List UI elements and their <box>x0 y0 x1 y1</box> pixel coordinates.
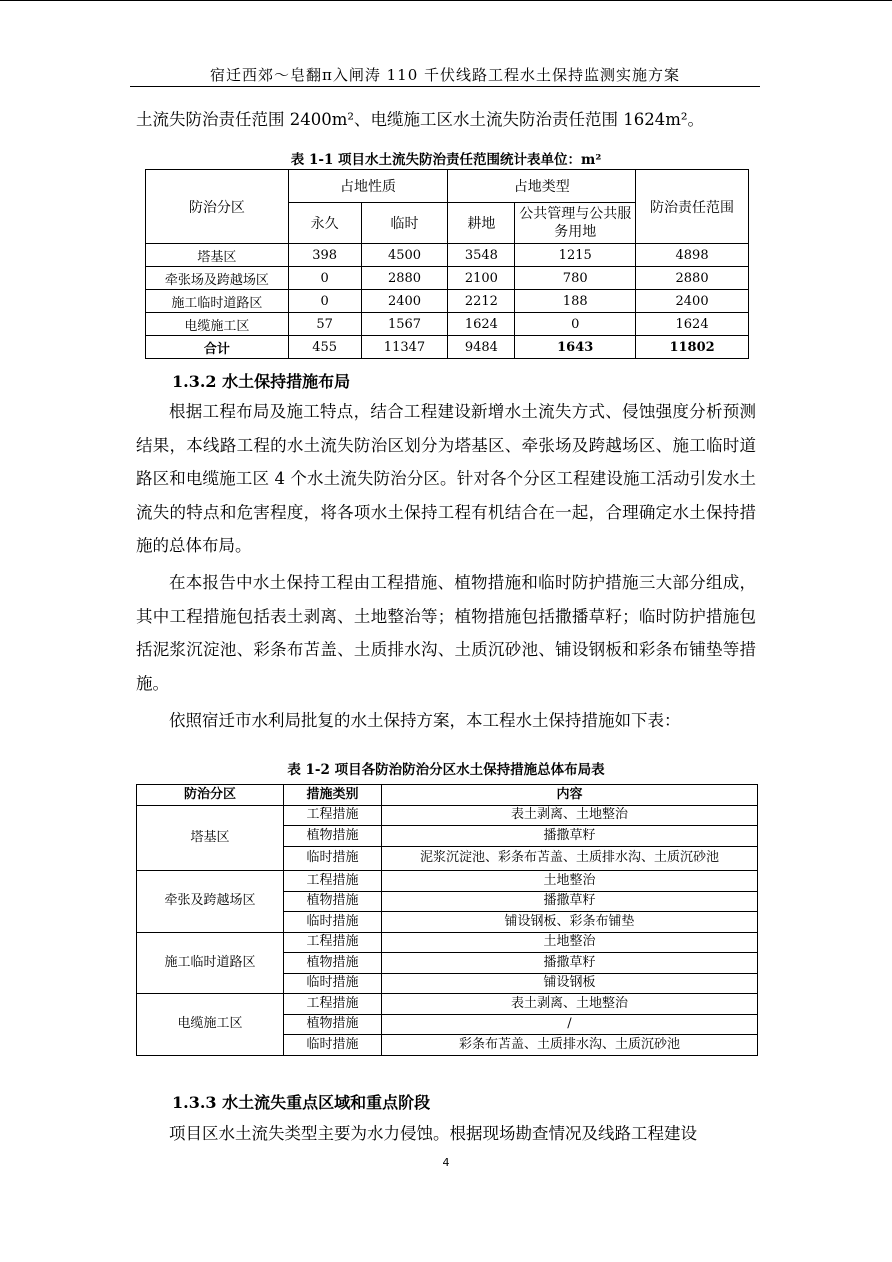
t1-cell: 3548 <box>448 244 515 267</box>
t2-cell: 铺设钢板、彩条布铺垫 <box>382 912 758 933</box>
section-132-para-2: 在本报告中水土保持工程由工程措施、植物措施和临时防护措施三大部分组成，其中工程措施包括表土剥离、土地整治等；植物措施包括撒播草籽；临时防护措施包括泥浆沉淀池、彩条布苫盖、土质排水沟、土质沉砂池、铺设钢板和彩条布铺垫等措施。 <box>136 573 756 693</box>
t2-cell: 工程措施 <box>284 805 382 826</box>
section-133-heading: 1.3.3 水土流失重点区域和重点阶段 <box>172 1093 431 1112</box>
t2-cell: 表土剥离、土地整治 <box>382 994 758 1015</box>
table-row <box>137 994 758 1015</box>
table-row <box>137 805 758 826</box>
t1-cell: 电缆施工区 <box>146 313 289 336</box>
t2-zone-cell: 塔基区 <box>137 805 284 871</box>
t2-cell: 临时措施 <box>284 1035 382 1056</box>
t1-cell: 11802 <box>636 336 749 359</box>
t2-header-zone: 防治分区 <box>137 785 284 806</box>
t2-cell: 植物措施 <box>284 953 382 974</box>
table-row <box>146 244 749 267</box>
t2-cell: 工程措施 <box>284 932 382 953</box>
t1-cell: 0 <box>515 313 636 336</box>
t2-cell: 播撒草籽 <box>382 953 758 974</box>
t2-cell: 临时措施 <box>284 912 382 933</box>
t2-cell: 植物措施 <box>284 826 382 847</box>
page-number: 4 <box>442 1156 450 1169</box>
t1-cell: 4500 <box>361 244 448 267</box>
t1-cell: 2100 <box>448 267 515 290</box>
table-row-total <box>146 336 749 359</box>
table1-responsibility-scope <box>145 169 749 359</box>
section-132-heading: 1.3.2 水土保持措施布局 <box>172 372 351 391</box>
t2-cell: 临时措施 <box>284 973 382 994</box>
t2-cell: 工程措施 <box>284 871 382 892</box>
t1-cell: 0 <box>288 267 361 290</box>
t1-cell: 0 <box>288 290 361 313</box>
t1-header-type: 占地类型 <box>448 170 636 203</box>
table-row <box>146 267 749 290</box>
t2-zone-cell: 施工临时道路区 <box>137 932 284 994</box>
t1-cell: 牵张场及跨越场区 <box>146 267 289 290</box>
t1-cell: 1215 <box>515 244 636 267</box>
t1-cell: 398 <box>288 244 361 267</box>
t1-header-farm: 耕地 <box>448 203 515 244</box>
header-rule <box>130 86 760 87</box>
t2-zone-cell: 电缆施工区 <box>137 994 284 1056</box>
t2-cell: 彩条布苫盖、土质排水沟、土质沉砂池 <box>382 1035 758 1056</box>
t1-cell: 塔基区 <box>146 244 289 267</box>
t2-cell: 播撒草籽 <box>382 826 758 847</box>
t1-cell: 1567 <box>361 313 448 336</box>
section-132-para-3: 依照宿迁市水利局批复的水土保持方案，本工程水土保持措施如下表： <box>169 711 681 730</box>
table-row <box>146 290 749 313</box>
t2-header-content: 内容 <box>382 785 758 806</box>
t1-cell: 455 <box>288 336 361 359</box>
top-border-line <box>0 0 892 1</box>
t2-cell: 铺设钢板 <box>382 973 758 994</box>
t1-header-public: 公共管理与公共服务用地 <box>515 203 636 244</box>
t2-cell: 表土剥离、土地整治 <box>382 805 758 826</box>
t2-cell: / <box>382 1014 758 1035</box>
t1-cell: 1643 <box>515 336 636 359</box>
t2-zone-cell: 牵张及跨越场区 <box>137 871 284 933</box>
t1-cell: 1624 <box>636 313 749 336</box>
table-row <box>146 313 749 336</box>
t2-header-kind: 措施类别 <box>284 785 382 806</box>
t1-cell: 合计 <box>146 336 289 359</box>
t2-cell: 植物措施 <box>284 1014 382 1035</box>
table-row <box>137 932 758 953</box>
table1-caption: 表 1-1 项目水土流失防治责任范围统计表单位：m² <box>290 152 602 168</box>
t2-cell: 植物措施 <box>284 891 382 912</box>
t1-cell: 4898 <box>636 244 749 267</box>
t2-cell: 播撒草籽 <box>382 891 758 912</box>
t1-cell: 780 <box>515 267 636 290</box>
t1-cell: 1624 <box>448 313 515 336</box>
t1-header-perm: 永久 <box>288 203 361 244</box>
t2-cell: 土地整治 <box>382 871 758 892</box>
table-row <box>137 871 758 892</box>
t1-cell: 施工临时道路区 <box>146 290 289 313</box>
t2-cell: 临时措施 <box>284 846 382 871</box>
section-132-para-1: 根据工程布局及施工特点，结合工程建设新增水土流失方式、侵蚀强度分析预测结果，本线路工程的水土流失防治区划分为塔基区、牵张场及跨越场区、施工临时道路区和电缆施工区 4 个水土流失防治分区。针对各个分区工程建设施工活动引发水土流失的特点和危害程度，将各项水土保持工程有机结合在一起，合理确定水土保持措施的总体布局。 <box>136 402 756 555</box>
section-133-para-1: 项目区水土流失类型主要为水力侵蚀。根据现场勘查情况及线路工程建设 <box>169 1124 697 1143</box>
t1-header-nature: 占地性质 <box>288 170 448 203</box>
t1-cell: 9484 <box>448 336 515 359</box>
t2-cell: 工程措施 <box>284 994 382 1015</box>
t1-cell: 188 <box>515 290 636 313</box>
t1-cell: 2212 <box>448 290 515 313</box>
t1-header-temp: 临时 <box>361 203 448 244</box>
t1-cell: 2400 <box>636 290 749 313</box>
running-header: 宿迁西郊～皂翻π入闸涛 110 千伏线路工程水土保持监测实施方案 <box>209 66 681 84</box>
table2-measure-layout <box>136 784 758 1056</box>
table2-caption: 表 1-2 项目各防治防治分区水土保持措施总体布局表 <box>287 762 605 778</box>
t1-cell: 2400 <box>361 290 448 313</box>
t2-cell: 土地整治 <box>382 932 758 953</box>
t1-header-zone: 防治分区 <box>146 170 289 244</box>
t1-cell: 57 <box>288 313 361 336</box>
t2-cell: 泥浆沉淀池、彩条布苫盖、土质排水沟、土质沉砂池 <box>382 846 758 871</box>
t1-header-scope: 防治责任范围 <box>636 170 749 244</box>
t1-cell: 11347 <box>361 336 448 359</box>
t1-cell: 2880 <box>361 267 448 290</box>
intro-line: 土流失防治责任范围 2400m²、电缆施工区水土流失防治责任范围 1624m²。 <box>136 110 704 129</box>
t1-cell: 2880 <box>636 267 749 290</box>
